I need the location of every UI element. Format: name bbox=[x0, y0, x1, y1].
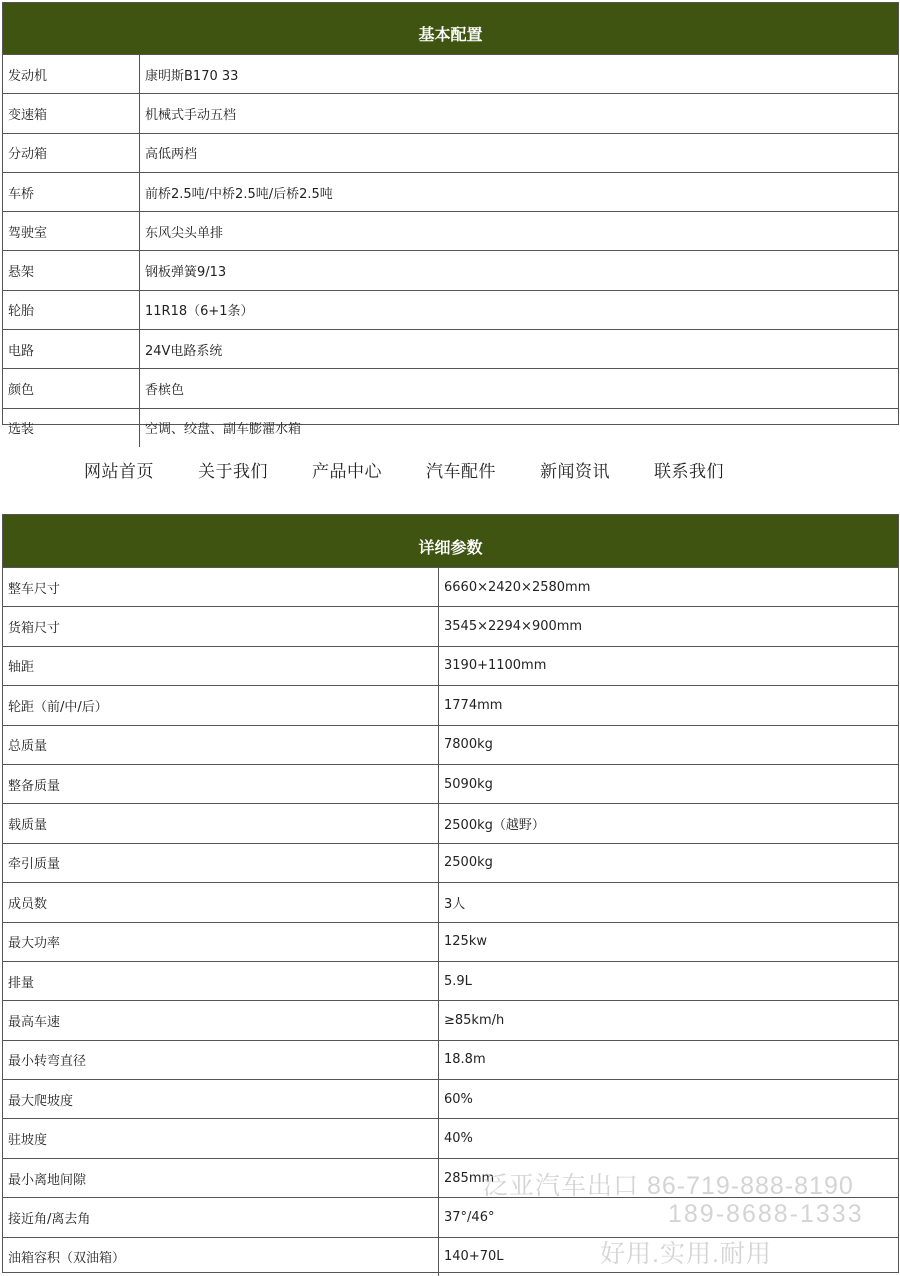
row-value: 空调、绞盘、副车膨濯水箱 bbox=[145, 422, 302, 438]
row-label: 电路 bbox=[3, 330, 140, 368]
row-value: 5.9L bbox=[444, 973, 472, 989]
nav-home[interactable]: 网站首页 bbox=[84, 462, 154, 482]
nav-products[interactable]: 产品中心 bbox=[312, 462, 382, 482]
table-row bbox=[3, 685, 898, 724]
nav-parts[interactable]: 汽车配件 bbox=[426, 462, 496, 482]
row-label: 车桥 bbox=[3, 173, 140, 211]
row-label: 油箱容积（双油箱） bbox=[3, 1238, 439, 1276]
row-value: 60% bbox=[444, 1091, 473, 1107]
row-label: 牵引质量 bbox=[3, 844, 439, 882]
row-value: 7800kg bbox=[444, 737, 493, 753]
row-label: 驾驶室 bbox=[3, 212, 140, 250]
row-value: 前桥2.5吨/中桥2.5吨/后桥2.5吨 bbox=[145, 186, 333, 202]
basic-config-title: 基本配置 bbox=[3, 3, 898, 54]
detail-params-title: 详细参数 bbox=[3, 515, 898, 567]
row-label: 颜色 bbox=[3, 369, 140, 407]
row-label: 排量 bbox=[3, 962, 439, 1000]
row-value: 钢板弹簧9/13 bbox=[145, 265, 227, 281]
row-value: 东风尖头单排 bbox=[145, 225, 224, 241]
row-label: 总质量 bbox=[3, 726, 439, 764]
table-row bbox=[3, 1040, 898, 1079]
row-label: 最高车速 bbox=[3, 1001, 439, 1039]
row-value: 香槟色 bbox=[145, 383, 185, 399]
table-row bbox=[3, 408, 898, 447]
row-label: 最大爬坡度 bbox=[3, 1080, 439, 1118]
watermark-line-1: 泛亚汽车出口 86-719-888-8190 bbox=[483, 1172, 854, 1200]
row-label: 悬架 bbox=[3, 251, 140, 289]
row-value: 2500kg（越野） bbox=[444, 818, 545, 834]
row-label: 整备质量 bbox=[3, 765, 439, 803]
row-value: 康明斯B170 33 bbox=[145, 68, 239, 84]
table-row bbox=[3, 211, 898, 250]
basic-config-table bbox=[2, 2, 899, 438]
row-label: 最大功率 bbox=[3, 923, 439, 961]
row-label: 载质量 bbox=[3, 804, 439, 842]
row-value: 机械式手动五档 bbox=[145, 107, 237, 123]
row-value: 24V电路系统 bbox=[145, 343, 223, 359]
row-value: 高低两档 bbox=[145, 147, 198, 163]
watermark-line-3: 好用.实用.耐用 bbox=[600, 1240, 772, 1268]
table-row bbox=[3, 368, 898, 407]
table-row bbox=[3, 290, 898, 329]
table-row bbox=[3, 843, 898, 882]
row-value: 1774mm bbox=[444, 697, 503, 713]
table-row bbox=[3, 133, 898, 172]
table-row bbox=[3, 1079, 898, 1118]
row-value: 2500kg bbox=[444, 855, 493, 871]
row-label: 轮距（前/中/后） bbox=[3, 686, 439, 724]
row-value: 6660×2420×2580mm bbox=[444, 579, 591, 595]
table-row bbox=[3, 764, 898, 803]
table-row bbox=[3, 725, 898, 764]
table-row bbox=[3, 567, 898, 606]
row-label: 变速箱 bbox=[3, 94, 140, 132]
row-value: 37°/46° bbox=[444, 1209, 495, 1225]
row-value: 3190+1100mm bbox=[444, 658, 547, 674]
table-row bbox=[3, 172, 898, 211]
row-label: 分动箱 bbox=[3, 134, 140, 172]
row-label: 货箱尺寸 bbox=[3, 607, 439, 645]
row-label: 接近角/离去角 bbox=[3, 1198, 439, 1236]
table-row bbox=[3, 250, 898, 289]
row-value: 5090kg bbox=[444, 776, 493, 792]
row-label: 成员数 bbox=[3, 883, 439, 921]
row-label: 驻坡度 bbox=[3, 1119, 439, 1157]
row-label: 整车尺寸 bbox=[3, 568, 439, 606]
table-row bbox=[3, 329, 898, 368]
nav-about[interactable]: 关于我们 bbox=[198, 462, 268, 482]
table-row bbox=[3, 1000, 898, 1039]
row-value: 125kw bbox=[444, 934, 487, 950]
row-label: 选装 bbox=[3, 409, 140, 447]
table-row bbox=[3, 882, 898, 921]
row-value: 140+70L bbox=[444, 1249, 504, 1265]
detail-params-table bbox=[2, 514, 899, 1273]
table-row bbox=[3, 606, 898, 645]
watermark-line-2: 189-8688-1333 bbox=[668, 1200, 864, 1228]
nav-news[interactable]: 新闻资讯 bbox=[540, 462, 610, 482]
row-label: 最小离地间隙 bbox=[3, 1159, 439, 1197]
row-value: 285mm bbox=[444, 1170, 495, 1186]
table-row bbox=[3, 93, 898, 132]
main-nav bbox=[84, 457, 768, 482]
table-row bbox=[3, 961, 898, 1000]
row-value: 3545×2294×900mm bbox=[444, 619, 583, 635]
row-label: 最小转弯直径 bbox=[3, 1041, 439, 1079]
table-row bbox=[3, 922, 898, 961]
table-row bbox=[3, 646, 898, 685]
row-value: 40% bbox=[444, 1131, 473, 1147]
row-value: 11R18（6+1条） bbox=[145, 304, 254, 320]
table-row bbox=[3, 1118, 898, 1157]
row-value: 18.8m bbox=[444, 1052, 486, 1068]
table-row bbox=[3, 54, 898, 93]
row-value: ≥85km/h bbox=[444, 1012, 505, 1028]
row-value: 3人 bbox=[444, 896, 466, 912]
row-label: 轮胎 bbox=[3, 291, 140, 329]
row-label: 发动机 bbox=[3, 55, 140, 93]
nav-contact[interactable]: 联系我们 bbox=[654, 462, 724, 482]
table-row bbox=[3, 803, 898, 842]
row-label: 轴距 bbox=[3, 647, 439, 685]
